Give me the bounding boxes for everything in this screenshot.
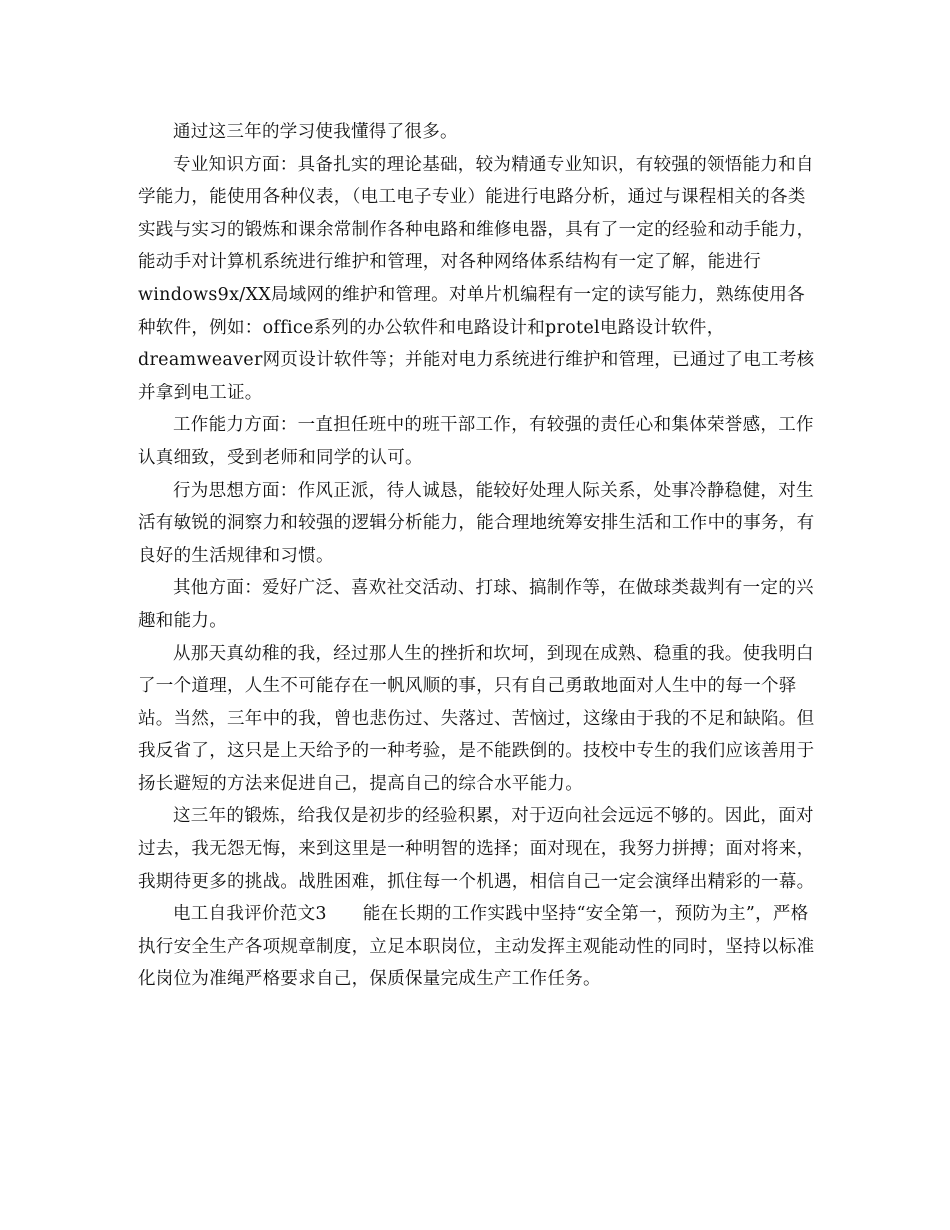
paragraph-conduct: 行为思想方面：作风正派，待人诚恳，能较好处理人际关系，处事冷静稳健，对生活有敏锐的洞察力和较强的逻辑分析能力，能合理地统筹安排生活和工作中的事务，有良好的生活规律和习惯。 [138,480,815,566]
paragraph-sample-3 [138,898,818,996]
paragraph-work-ability: 工作能力方面：一直担任班中的班干部工作，有较强的责任心和集体荣誉感，工作认真细致，受到老师和同学的认可。 [138,415,814,468]
sample-heading: 电工自我评价范文3 [173,904,327,925]
document-body [138,116,818,996]
sample-text: 能在长期的工作实践中坚持“安全第一，预防为主”，严格执行安全生产各项规章制度，立足本职岗位，主动发挥主观能动性的同时，坚持以标准化岗位为准绳严格要求自己，保质保量完成生产工作任务。 [138,904,815,990]
paragraph-intro: 通过这三年的学习使我懂得了很多。 [173,122,458,142]
paragraph-other: 其他方面：爱好广泛、喜欢社交活动、打球、搞制作等，在做球类裁判有一定的兴趣和能力。 [138,578,814,631]
paragraph-growth: 从那天真幼稚的我，经过那人生的挫折和坎坷，到现在成熟、稳重的我。使我明白了一个道理，人生不可能存在一帆风顺的事，只有自己勇敢地面对人生中的每一个驿站。当然，三年中的我，曾也悲伤过、失落过、苦恼过，这缘由于我的不足和缺陷。但我反省了，这只是上天给予的一种考验，是不能跌倒的。技校中专生的我们应该善用于扬长避短的方法来促进自己，提高自己的综合水平能力。 [138,643,815,794]
paragraph-conclusion: 这三年的锻炼，给我仅是初步的经验积累，对于迈向社会远远不够的。因此，面对过去，我无怨无悔，来到这里是一种明智的选择；面对现在，我努力拼搏；面对将来，我期待更多的挑战。战胜困难，抓住每一个机遇，相信自己一定会演绎出精彩的一幕。 [138,806,815,892]
paragraph-professional-knowledge: 专业知识方面：具备扎实的理论基础，较为精通专业知识，有较强的领悟能力和自学能力，能使用各种仪表，（电工电子专业）能进行电路分析，通过与课程相关的各类实践与实习的锻炼和课余常制作各种电路和维修电器，具有了一定的经验和动手能力，能动手对计算机系统进行维护和管理，对各种网络体系结构有一定了解，能进行windows9x/XX局域网的维护和管理。对单片机编程有一定的读写能力，熟练使用各种软件，例如：office系列的办公软件和电路设计和protel电路设计软件，dreamweaver网页设计软件等；并能对电力系统进行维护和管理，已通过了电工考核并拿到电工证。 [138,154,815,403]
